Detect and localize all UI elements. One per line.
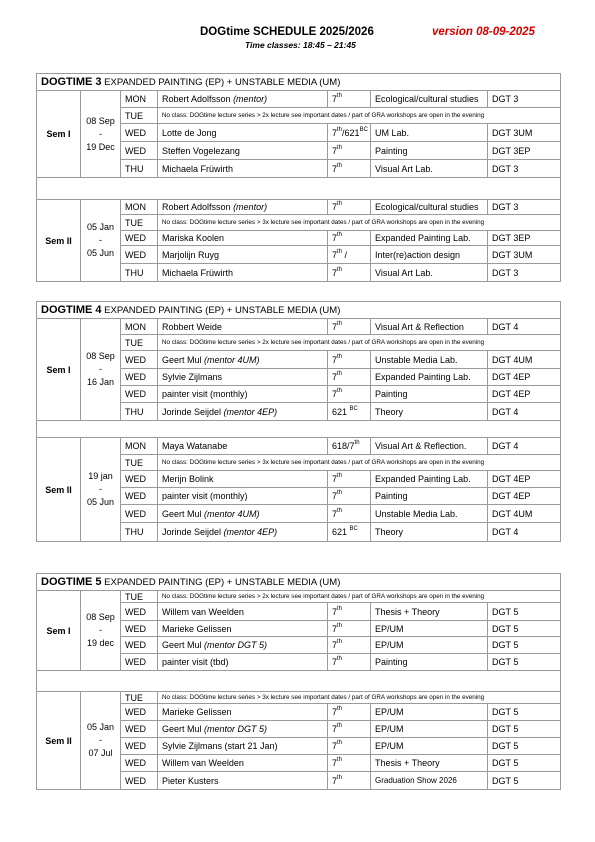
- teacher-name: Mariska Koolen: [162, 233, 225, 243]
- room-cell: [328, 755, 371, 772]
- group-cell: DGT 4UM: [488, 505, 561, 523]
- day-cell: TUE: [121, 692, 158, 704]
- day-cell: WED: [121, 603, 158, 621]
- room-number: 7: [332, 127, 338, 138]
- group-cell: DGT 3EP: [488, 142, 561, 160]
- day-cell: TUE: [121, 591, 158, 603]
- page-title: DOGtime SCHEDULE 2025/2026: [200, 26, 374, 38]
- no-class-note: No class: DOGtime lecture series > 3x lecture see important dates / part of GRA workshops are open in the evening: [158, 455, 561, 471]
- course-cell: Painting: [371, 386, 488, 403]
- room-cell: [328, 772, 371, 790]
- teacher-cell: [158, 603, 328, 621]
- teacher-name: Marjolijn Ruyg: [162, 249, 220, 260]
- teacher-cell: [158, 654, 328, 671]
- teacher-name: Sylvie Zijlmans (start 21 Jan): [162, 741, 278, 751]
- teacher-cell: [158, 738, 328, 755]
- teacher-cell: [158, 438, 328, 455]
- teacher-name: Willem van Weelden: [162, 606, 244, 617]
- room-cell: [328, 505, 371, 523]
- group-cell: DGT 3: [488, 200, 561, 215]
- day-cell: TUE: [121, 215, 158, 231]
- teacher-name: Pieter Kusters: [162, 775, 219, 786]
- course-cell: Thesis + Theory: [371, 603, 488, 621]
- course-cell: UM Lab.: [371, 124, 488, 142]
- room-number: 618/7: [332, 441, 355, 451]
- teacher-cell: [158, 160, 328, 178]
- room-sup: th: [337, 774, 343, 781]
- day-cell: WED: [121, 142, 158, 160]
- teacher-name: Marieke Gelissen: [162, 707, 232, 717]
- room-sup: th: [337, 93, 343, 99]
- day-cell: WED: [121, 755, 158, 772]
- teacher-cell: [158, 246, 328, 264]
- day-cell: WED: [121, 621, 158, 637]
- dept-header: [37, 302, 561, 319]
- table-row: [37, 319, 561, 335]
- semester-dates: [81, 200, 121, 282]
- room-cell: [328, 403, 371, 421]
- room-number: 7: [332, 354, 338, 365]
- room-sup: th: [337, 266, 343, 273]
- dept-title: DOGTIME 4: [41, 304, 102, 316]
- semester-dates: [81, 591, 121, 671]
- date-dash: -: [99, 364, 102, 374]
- teacher-cell: [158, 142, 328, 160]
- group-cell: DGT 4EP: [488, 386, 561, 403]
- teacher-cell: [158, 351, 328, 369]
- room-cell: [328, 637, 371, 654]
- room-number: 621: [332, 406, 348, 417]
- room-number: 7: [332, 145, 338, 156]
- teacher-name: Maya Watanabe: [162, 441, 228, 451]
- group-cell: DGT 4EP: [488, 369, 561, 386]
- room-number: 7: [332, 267, 338, 278]
- course-cell: EP/UM: [371, 738, 488, 755]
- room-cell: [328, 369, 371, 386]
- teacher-note: (mentor): [233, 202, 268, 212]
- group-cell: DGT 3: [488, 91, 561, 108]
- course-cell: Theory: [371, 403, 488, 421]
- semester-dates: [81, 91, 121, 178]
- day-cell: TUE: [121, 455, 158, 471]
- day-cell: WED: [121, 471, 158, 488]
- room-cell: [328, 523, 371, 542]
- teacher-name: Steffen Vogelezang: [162, 145, 240, 156]
- room-cell: [328, 386, 371, 403]
- day-cell: MON: [121, 319, 158, 335]
- course-cell: Visual Art Lab.: [371, 160, 488, 178]
- room-sup: th: [337, 622, 343, 629]
- no-class-note: No class: DOGtime lecture series > 2x lecture see important dates / part of GRA workshops are open in the evening: [158, 108, 561, 124]
- table-row: [37, 438, 561, 455]
- semester-dates: [81, 319, 121, 421]
- room-number: 7: [332, 623, 338, 634]
- room-number: 7: [332, 775, 338, 786]
- room-cell: [328, 704, 371, 721]
- room-cell: [328, 200, 371, 215]
- teacher-cell: [158, 264, 328, 282]
- group-cell: DGT 4: [488, 523, 561, 542]
- room-sup: th: [337, 126, 343, 133]
- room-suffix: /: [342, 249, 348, 260]
- room-sup: th: [337, 605, 343, 612]
- room-cell: [328, 471, 371, 488]
- day-cell: THU: [121, 160, 158, 178]
- teacher-name: Geert Mul: [162, 508, 202, 519]
- room-sup: th: [337, 723, 343, 729]
- course-cell: Visual Art & Reflection: [371, 319, 488, 335]
- course-cell: Inter(re)action design: [371, 246, 488, 264]
- room-sup2: BC: [359, 126, 368, 133]
- day-cell: MON: [121, 438, 158, 455]
- teacher-note: (mentor 4EP): [223, 527, 278, 537]
- room-sup: th: [337, 320, 343, 327]
- group-cell: DGT 5: [488, 772, 561, 790]
- room-number: 7: [332, 707, 338, 717]
- date-start: 08 Sep: [86, 351, 115, 361]
- course-cell: Thesis + Theory: [371, 755, 488, 772]
- teacher-cell: [158, 386, 328, 403]
- schedule-table-5: [36, 573, 561, 790]
- course-cell: Painting: [371, 488, 488, 505]
- teacher-name: painter visit (tbd): [162, 657, 229, 667]
- group-cell: DGT 4UM: [488, 351, 561, 369]
- room-number: 7: [332, 657, 338, 667]
- room-sup: th: [337, 162, 343, 169]
- day-cell: WED: [121, 772, 158, 790]
- group-cell: DGT 3UM: [488, 124, 561, 142]
- room-cell: [328, 264, 371, 282]
- day-cell: THU: [121, 523, 158, 542]
- course-cell: EP/UM: [371, 621, 488, 637]
- teacher-cell: [158, 621, 328, 637]
- no-class-note: No class: DOGtime lecture series > 3x lecture see important dates / part of GRA workshops are open in the evening: [158, 215, 561, 231]
- room-number: 7: [332, 249, 338, 260]
- version-label: version 08-09-2025: [432, 26, 535, 38]
- room-cell: [328, 246, 371, 264]
- day-cell: WED: [121, 654, 158, 671]
- no-class-row: [37, 591, 561, 603]
- date-dash: -: [99, 235, 102, 245]
- day-cell: WED: [121, 369, 158, 386]
- group-cell: DGT 5: [488, 738, 561, 755]
- teacher-name: Sylvie Zijlmans: [162, 372, 223, 382]
- teacher-cell: [158, 91, 328, 108]
- semester-dates: [81, 692, 121, 790]
- no-class-note: No class: DOGtime lecture series > 2x lecture see important dates / part of GRA workshops are open in the evening: [158, 591, 561, 603]
- no-class-row: [37, 692, 561, 704]
- room-cell: [328, 438, 371, 455]
- teacher-name: Jorinde Seijdel: [162, 406, 222, 417]
- teacher-name: Merijn Bolink: [162, 474, 214, 484]
- semester-label: Sem II: [37, 692, 81, 790]
- room-sup: th: [354, 440, 360, 446]
- room-cell: [328, 488, 371, 505]
- semester-gap: [37, 671, 561, 692]
- room-sup: th: [337, 473, 343, 479]
- teacher-note: (mentor): [233, 94, 268, 104]
- course-cell: EP/UM: [371, 704, 488, 721]
- room-sup: th: [337, 656, 343, 662]
- room-cell: [328, 231, 371, 246]
- date-end: 19 Dec: [86, 141, 115, 152]
- room-sup: th: [337, 248, 343, 255]
- day-cell: WED: [121, 231, 158, 246]
- date-end: 05 Jun: [86, 248, 115, 258]
- room-number: 7: [332, 758, 338, 768]
- room-sup: th: [337, 740, 343, 746]
- group-cell: DGT 5: [488, 721, 561, 738]
- semester-label: Sem II: [37, 200, 81, 282]
- room-cell: [328, 654, 371, 671]
- teacher-name: painter visit (monthly): [162, 491, 248, 501]
- day-cell: WED: [121, 124, 158, 142]
- date-end: 05 Jun: [86, 497, 115, 507]
- room-cell: [328, 351, 371, 369]
- date-dash: -: [99, 128, 102, 139]
- course-cell: Expanded Painting Lab.: [371, 471, 488, 488]
- group-cell: DGT 5: [488, 704, 561, 721]
- day-cell: TUE: [121, 335, 158, 351]
- room-sup: th: [337, 490, 343, 496]
- group-cell: DGT 4: [488, 438, 561, 455]
- room-number: 7: [332, 321, 338, 332]
- teacher-cell: [158, 403, 328, 421]
- schedule-table-4: [36, 301, 561, 542]
- room-cell: [328, 142, 371, 160]
- group-cell: DGT 5: [488, 621, 561, 637]
- semester-label: Sem II: [37, 438, 81, 542]
- date-start: 05 Jan: [86, 722, 115, 732]
- teacher-name: Geert Mul: [162, 724, 202, 734]
- group-cell: DGT 5: [488, 654, 561, 671]
- room-cell: [328, 124, 371, 142]
- day-cell: WED: [121, 246, 158, 264]
- teacher-note: (mentor 4UM): [204, 354, 260, 365]
- semester-label: Sem I: [37, 319, 81, 421]
- day-cell: WED: [121, 505, 158, 523]
- no-class-note: No class: DOGtime lecture series > 2x lecture see important dates / part of GRA workshops are open in the evening: [158, 335, 561, 351]
- course-cell: Theory: [371, 523, 488, 542]
- room-sup: th: [337, 507, 343, 514]
- program-title: EXPANDED PAINTING (EP) + UNSTABLE MEDIA (UM): [104, 577, 341, 588]
- dept-header: [37, 74, 561, 91]
- teacher-name: Geert Mul: [162, 640, 202, 650]
- group-cell: DGT 4EP: [488, 471, 561, 488]
- course-cell: Painting: [371, 142, 488, 160]
- room-sup: th: [337, 639, 343, 645]
- room-number: 7: [332, 389, 338, 399]
- group-cell: DGT 4EP: [488, 488, 561, 505]
- room-sup: th: [337, 757, 343, 763]
- date-start: 05 Jan: [86, 222, 115, 232]
- room-number: 7: [332, 640, 338, 650]
- dept-header: [37, 574, 561, 591]
- day-cell: WED: [121, 351, 158, 369]
- room-number: 7: [332, 474, 338, 484]
- course-cell: Unstable Media Lab.: [371, 505, 488, 523]
- room-sup: th: [337, 388, 343, 394]
- day-cell: WED: [121, 704, 158, 721]
- teacher-name: Robert Adolfsson: [162, 202, 231, 212]
- teacher-cell: [158, 721, 328, 738]
- room-sup: th: [337, 232, 343, 238]
- day-cell: MON: [121, 91, 158, 108]
- date-dash: -: [99, 735, 102, 745]
- day-cell: MON: [121, 200, 158, 215]
- room-cell: [328, 621, 371, 637]
- teacher-name: painter visit (monthly): [162, 389, 248, 399]
- room-number: 7: [332, 233, 338, 243]
- room-number: 7: [332, 491, 338, 501]
- teacher-name: Marieke Gelissen: [162, 623, 232, 634]
- date-dash: -: [99, 625, 102, 635]
- group-cell: DGT 5: [488, 755, 561, 772]
- teacher-cell: [158, 369, 328, 386]
- room-cell: [328, 91, 371, 108]
- teacher-name: Jorinde Seijdel: [162, 527, 222, 537]
- teacher-cell: [158, 124, 328, 142]
- date-dash: -: [99, 484, 102, 494]
- day-cell: WED: [121, 386, 158, 403]
- date-end: 16 Jan: [86, 377, 115, 387]
- teacher-cell: [158, 755, 328, 772]
- teacher-name: Geert Mul: [162, 354, 202, 365]
- room-cell: [328, 603, 371, 621]
- day-cell: TUE: [121, 108, 158, 124]
- group-cell: DGT 5: [488, 603, 561, 621]
- semester-gap: [37, 178, 561, 200]
- course-cell: Unstable Media Lab.: [371, 351, 488, 369]
- room-sup: th: [337, 353, 343, 360]
- teacher-note: (mentor DGT 5): [204, 640, 268, 650]
- course-cell: Painting: [371, 654, 488, 671]
- room-cell: [328, 319, 371, 335]
- teacher-name: Michaela Früwirth: [162, 267, 234, 278]
- room-number: 7: [332, 163, 338, 174]
- date-start: 19 jan: [88, 471, 113, 481]
- no-class-note: No class: DOGtime lecture series > 3x lecture see important dates / part of GRA workshops are open in the evening: [158, 692, 561, 704]
- teacher-name: Willem van Weelden: [162, 758, 244, 768]
- day-cell: WED: [121, 637, 158, 654]
- semester-gap: [37, 421, 561, 438]
- room-number: 7: [332, 202, 338, 212]
- course-cell: EP/UM: [371, 721, 488, 738]
- course-cell: Ecological/cultural studies: [371, 200, 488, 215]
- course-cell: Expanded Painting Lab.: [371, 369, 488, 386]
- day-cell: WED: [121, 738, 158, 755]
- day-cell: THU: [121, 264, 158, 282]
- dept-title: DOGTIME 5: [41, 576, 102, 588]
- schedule-table-3: [36, 73, 561, 282]
- room-suffix: /621: [342, 127, 360, 138]
- teacher-cell: [158, 471, 328, 488]
- day-cell: THU: [121, 403, 158, 421]
- teacher-cell: [158, 319, 328, 335]
- course-cell: Visual Art & Reflection.: [371, 438, 488, 455]
- course-cell: Expanded Painting Lab.: [371, 231, 488, 246]
- course-cell: Ecological/cultural studies: [371, 91, 488, 108]
- teacher-name: Lotte de Jong: [162, 127, 217, 138]
- room-sup: BC: [349, 526, 358, 532]
- room-sup: BC: [349, 405, 358, 412]
- teacher-name: Michaela Früwirth: [162, 163, 234, 174]
- time-classes-subtitle: Time classes: 18:45 – 21:45: [245, 40, 356, 50]
- room-cell: [328, 738, 371, 755]
- date-end: 19 dec: [86, 638, 115, 648]
- group-cell: DGT 4: [488, 403, 561, 421]
- room-number: 7: [332, 606, 338, 617]
- program-title: EXPANDED PAINTING (EP) + UNSTABLE MEDIA (UM): [104, 77, 341, 88]
- semester-label: Sem I: [37, 91, 81, 178]
- group-cell: DGT 3: [488, 264, 561, 282]
- room-number: 7: [332, 94, 338, 104]
- teacher-cell: [158, 200, 328, 215]
- teacher-note: (mentor 4EP): [223, 406, 278, 417]
- date-end: 07 Jul: [88, 748, 113, 758]
- table-row: [37, 91, 561, 108]
- teacher-cell: [158, 231, 328, 246]
- room-cell: [328, 721, 371, 738]
- teacher-cell: [158, 637, 328, 654]
- semester-label: Sem I: [37, 591, 81, 671]
- dept-title: DOGTIME 3: [41, 76, 102, 88]
- room-sup: th: [337, 144, 343, 151]
- teacher-cell: [158, 704, 328, 721]
- teacher-cell: [158, 523, 328, 542]
- teacher-cell: [158, 488, 328, 505]
- course-cell: Visual Art Lab.: [371, 264, 488, 282]
- group-cell: DGT 5: [488, 637, 561, 654]
- room-number: 621: [332, 527, 348, 537]
- group-cell: DGT 3UM: [488, 246, 561, 264]
- semester-dates: [81, 438, 121, 542]
- course-cell: EP/UM: [371, 637, 488, 654]
- room-sup: th: [337, 371, 343, 377]
- room-sup: th: [337, 706, 343, 712]
- teacher-name: Robert Adolfsson: [162, 94, 231, 104]
- teacher-cell: [158, 505, 328, 523]
- group-cell: DGT 3: [488, 160, 561, 178]
- room-cell: [328, 160, 371, 178]
- room-number: 7: [332, 372, 338, 382]
- teacher-note: (mentor 4UM): [204, 508, 260, 519]
- room-sup: th: [337, 201, 343, 207]
- room-number: 7: [332, 741, 338, 751]
- teacher-note: (mentor DGT 5): [204, 724, 268, 734]
- group-cell: DGT 4: [488, 319, 561, 335]
- day-cell: WED: [121, 721, 158, 738]
- table-row: [37, 200, 561, 215]
- room-number: 7: [332, 508, 338, 519]
- day-cell: WED: [121, 488, 158, 505]
- program-title: EXPANDED PAINTING (EP) + UNSTABLE MEDIA (UM): [104, 305, 341, 316]
- date-start: 08 Sep: [86, 115, 115, 126]
- teacher-cell: [158, 772, 328, 790]
- room-number: 7: [332, 724, 338, 734]
- date-start: 08 Sep: [86, 612, 115, 622]
- teacher-name: Robbert Weide: [162, 321, 222, 332]
- group-cell: DGT 3EP: [488, 231, 561, 246]
- course-cell: Graduation Show 2026: [371, 772, 488, 790]
